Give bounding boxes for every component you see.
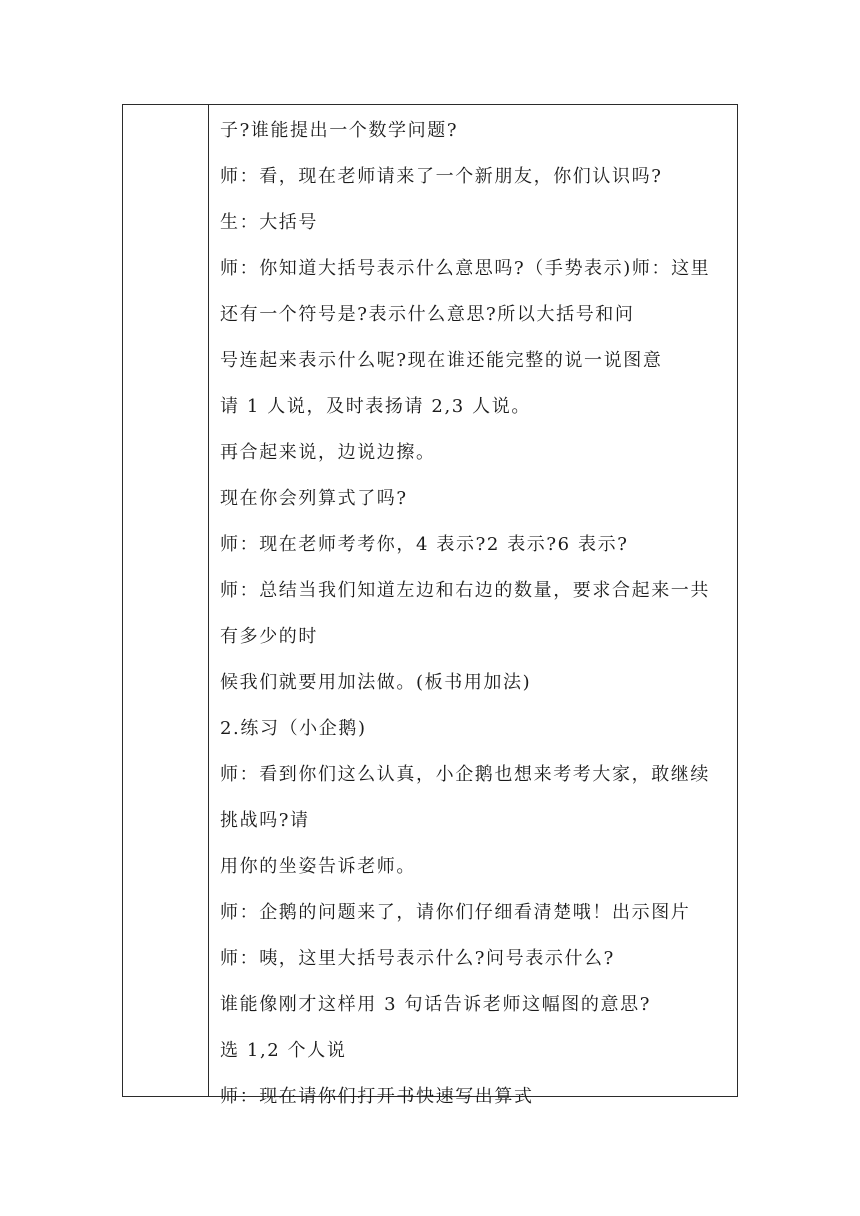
text-line: 谁能像刚才这样用 3 句话告诉老师这幅图的意思? — [220, 994, 651, 1015]
text-line: 号连起来表示什么呢?现在谁还能完整的说一说图意 — [220, 350, 663, 371]
text-line: 再合起来说，边说边擦。 — [220, 442, 436, 463]
text-line: 用你的坐姿告诉老师。 — [220, 856, 416, 877]
text-line: 师：总结当我们知道左边和右边的数量，要求合起来一共 — [220, 580, 710, 601]
text-line: 师：看，现在老师请来了一个新朋友，你们认识吗? — [220, 166, 663, 187]
text-line: 生：大括号 — [220, 212, 318, 233]
text-line: 现在你会列算式了吗? — [220, 488, 408, 509]
text-line: 候我们就要用加法做。(板书用加法) — [220, 672, 532, 693]
text-line: 还有一个符号是?表示什么意思?所以大括号和问 — [220, 304, 635, 325]
text-line: 有多少的时 — [220, 626, 318, 647]
text-line: 师：现在请你们打开书快速写出算式 — [220, 1086, 534, 1107]
text-line: 师：现在老师考考你，4 表示?2 表示?6 表示? — [220, 534, 629, 555]
text-line: 师：企鹅的问题来了，请你们仔细看清楚哦！出示图片 — [220, 902, 691, 923]
text-line: 师：咦，这里大括号表示什么?问号表示什么? — [220, 948, 615, 969]
text-line: 请 1 人说，及时表扬请 2,3 人说。 — [220, 396, 531, 417]
text-line: 挑战吗?请 — [220, 810, 310, 831]
text-line: 选 1,2 个人说 — [220, 1040, 347, 1061]
content-cell — [209, 105, 737, 1107]
text-line: 2.练习（小企鹅) — [220, 718, 367, 739]
lesson-table — [122, 104, 738, 1107]
text-line: 子?谁能提出一个数学问题? — [220, 120, 459, 141]
text-line: 师：看到你们这么认真，小企鹅也想来考考大家，敢继续 — [220, 764, 710, 785]
text-line: 师：你知道大括号表示什么意思吗?（手势表示)师：这里 — [220, 258, 711, 279]
